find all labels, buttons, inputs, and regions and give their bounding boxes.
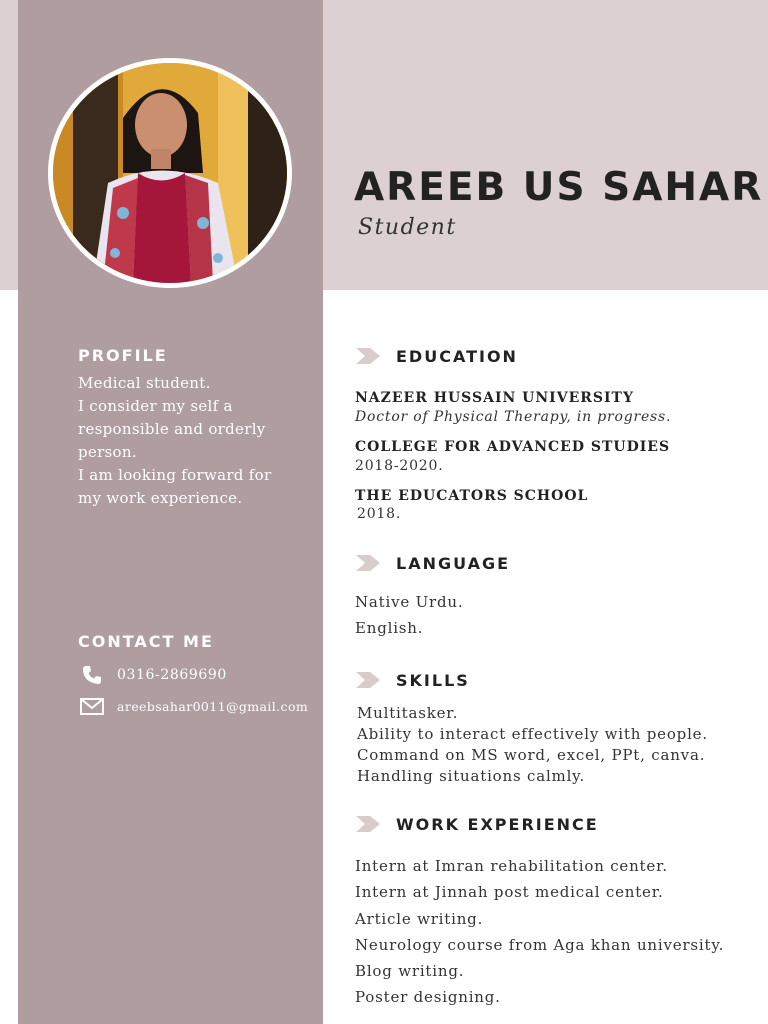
skills-heading [356,669,470,691]
profile-line: I consider my self a [78,397,233,415]
list-item: English. [355,619,424,637]
skills-list [357,703,708,787]
contact-phone [80,664,227,686]
list-item: Blog writing. [355,962,465,981]
list-item: Intern at Jinnah post medical center. [355,883,664,902]
profile-line: responsible and orderly [78,420,266,438]
contact-email [80,695,308,717]
chevron-icon [356,346,382,366]
language-heading-label: LANGUAGE [396,553,511,573]
profile-heading: PROFILE [78,346,168,365]
list-item: Poster designing. [355,988,501,1007]
skills-heading-label: SKILLS [396,670,470,690]
language-heading [356,552,510,574]
profile-line: my work experience. [78,489,243,507]
list-item: Ability to interact effectively with people. [357,725,708,743]
work-heading-label: WORK EXPERIENCE [396,814,599,834]
email-address[interactable]: areebsahar0011@gmail.com [117,698,309,714]
list-item: Neurology course from Aga khan university. [355,935,725,954]
education-title: THE EDUCATORS SCHOOL [355,488,589,504]
profile-text [78,372,313,510]
profile-line: Medical student. [78,374,211,392]
person-name: AREEB US SAHAR [354,165,764,210]
list-item: Native Urdu. [355,593,464,611]
education-heading-label: EDUCATION [396,346,518,366]
chevron-icon [356,670,382,690]
list-item: Intern at Imran rehabilitation center. [355,857,668,875]
work-heading [356,813,599,835]
person-role: Student [358,215,457,240]
phone-number[interactable]: 0316-2869690 [117,667,227,683]
chevron-icon [356,814,382,834]
education-detail: Doctor of Physical Therapy, in progress. [355,409,672,425]
education-detail: 2018. [357,506,402,522]
education-heading [356,345,518,367]
work-list [355,853,724,1011]
list-item: Multitasker. [357,704,459,722]
phone-icon [80,665,104,685]
language-list [355,589,463,641]
list-item: Article writing. [355,909,484,928]
profile-line: person. [78,443,137,461]
education-detail: 2018-2020. [355,458,444,474]
list-item: Command on MS word, excel, PPt, canva. [357,746,706,764]
education-title: COLLEGE FOR ADVANCED STUDIES [355,439,671,455]
envelope-icon [80,696,104,716]
avatar [53,63,287,283]
list-item: Handling situations calmly. [357,767,586,785]
chevron-icon [356,553,382,573]
profile-line: I am looking forward for [78,466,272,484]
education-title: NAZEER HUSSAIN UNIVERSITY [355,390,634,406]
contact-heading: CONTACT ME [78,632,214,651]
